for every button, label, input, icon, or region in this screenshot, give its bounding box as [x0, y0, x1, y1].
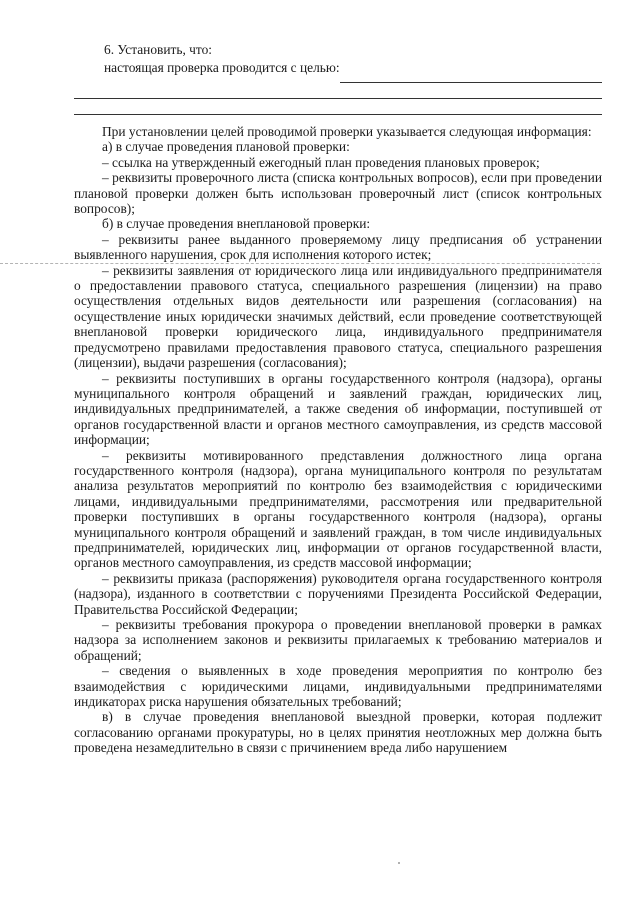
item-6-heading: 6. Установить, что:	[104, 42, 212, 57]
case-c-paragraph: в) в случае проведения внеплановой выездной проверки, которая подлежит согласованию органами прокуратуры, но в целях принятия неотложных мер должна быть проведена незамедлительно в связи с причинением вреда либо нарушением	[74, 709, 602, 756]
case-a-heading: а) в случае проведения плановой проверки:	[102, 139, 350, 155]
instructions-text	[74, 124, 602, 756]
purpose-fill-line	[340, 82, 602, 83]
intro-paragraph: При установлении целей проводимой проверки указывается следующая информация:	[102, 124, 592, 139]
fill-line-3	[74, 114, 602, 115]
case-b-item-7: – сведения о выявленных в ходе проведения мероприятия по контролю без взаимодействия с юридическими лицами, индивидуальными предпринимателями индикаторах риска нарушения обязательных требований;	[74, 663, 602, 710]
case-b-item-2: – реквизиты заявления от юридического лица или индивидуального предпринимателя о предоставлении правового статуса, специального разрешения (лицензии) на право осуществления отдельных видов деятельности или разрешения (согласования) на осуществление иных юридически значимых действий, если проведение соответствующей внеплановой проверки юридического лица, индивидуального предпринимателя предусмотрено правилами предоставления правового статуса, специального разрешения (лицензии), выдачи разрешения (согласования);	[74, 262, 602, 371]
case-b-item-1: – реквизиты ранее выданного проверяемому лицу предписания об устранении выявленного нарушения, срок для исполнения которого истек;	[74, 231, 602, 263]
case-b-item-5: – реквизиты приказа (распоряжения) руководителя органа государственного контроля (надзора), изданного в соответствии с поручениями Президента Российской Федерации, Правительства Российской Федерации;	[74, 570, 602, 617]
case-a-item-1: – ссылка на утвержденный ежегодный план проведения плановых проверок;	[102, 154, 540, 170]
case-b-item-4: – реквизиты мотивированного представления должностного лица органа государственного контроля (надзора), органа муниципального контроля по результатам анализа результатов мероприятий по контролю без взаимодействия с юридическими лицами, индивидуальными предпринимателями, рассмотрения или предварительной проверки поступивших в органы государственного контроля (надзора), органы муниципального контроля обращений и заявлений граждан, в том числе индивидуальных предпринимателей, юридических лиц, информации от органов государственной власти, органов местного самоуправления, из средств массовой информации;	[74, 447, 602, 571]
case-b-heading: б) в случае проведения внеплановой проверки:	[102, 216, 371, 232]
scan-speck	[398, 862, 400, 864]
purpose-label: настоящая проверка проводится с целью:	[104, 60, 340, 75]
fill-line-2	[74, 98, 602, 99]
case-b-item-3: – реквизиты поступивших в органы государственного контроля (надзора), органы муниципального контроля обращений и заявлений граждан, юридических лиц, индивидуальных предпринимателей, а также сведения об информации, поступившей от органов государственной власти и органов местного самоуправления, из средств массовой информации;	[74, 370, 602, 448]
case-b-item-6: – реквизиты требования прокурора о проведении внеплановой проверки в рамках надзора за исполнением законов и реквизиты прилагаемых к требованию материалов и обращений;	[74, 617, 602, 663]
case-a-item-2: – реквизиты проверочного листа (списка контрольных вопросов), если при проведении плановой проверки должен быть использован проверочный лист (список контрольных вопросов);	[74, 170, 602, 217]
